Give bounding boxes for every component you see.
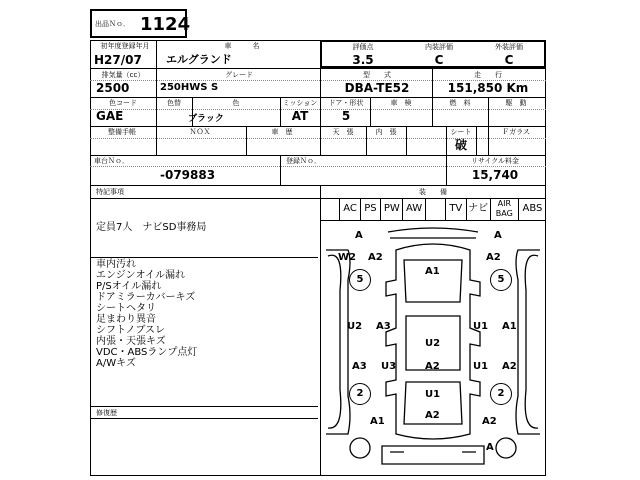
name-value: エルグランド	[166, 53, 232, 66]
color-code-label: 色コード	[109, 99, 137, 107]
displacement-label: 排気量（cc）	[101, 71, 145, 79]
model-label: 型 式	[363, 71, 391, 79]
note-item: 内張・天張キズ	[96, 336, 166, 347]
note-item: P/Sオイル漏れ	[96, 281, 162, 292]
mark-a2-fl: A2	[368, 252, 383, 263]
equip-ps: PS	[361, 198, 381, 220]
mark-front-right: A	[494, 230, 502, 241]
exterior-label: 外装評価	[495, 43, 523, 51]
equip-tv: TV	[446, 198, 466, 220]
score-value: 3.5	[352, 53, 374, 67]
note-item: A/Wキズ	[96, 358, 136, 369]
mark-a2-fr: A2	[486, 252, 501, 263]
interior-lining-label: 内 張	[375, 128, 397, 136]
mark-a3-left: A3	[376, 321, 391, 332]
glass-label: Ｆガラス	[502, 128, 530, 136]
grade-label: グレード	[225, 71, 253, 79]
mark-u1-center: U1	[425, 389, 441, 400]
note-item: シートヘタリ	[96, 303, 156, 314]
mission-label: ミッション	[282, 99, 318, 107]
year-value: H27/07	[94, 53, 142, 67]
interior-label: 内装評価	[425, 43, 453, 51]
mark-a-bottom: A	[486, 442, 494, 453]
equip-abs: ABS	[522, 203, 543, 214]
mark-a3-rear-left: A3	[352, 361, 367, 372]
equip-empty	[426, 198, 446, 220]
registration-label: 登録Ｎｏ．	[286, 157, 321, 165]
mark-a2-rear-corner: A2	[482, 416, 497, 427]
sheet-value: 破	[454, 138, 467, 152]
score-box	[320, 40, 546, 68]
mark-u2-left: U2	[347, 321, 363, 332]
note-item: VDC・ABSランプ点灯	[96, 347, 198, 358]
equipment-label: 装 備	[419, 188, 447, 196]
nox-label: ＮＯＸ	[189, 128, 211, 136]
recycle-value: 15,740	[471, 168, 519, 182]
special-label: 特記事項	[96, 188, 124, 196]
color-label: 色	[232, 99, 240, 107]
equip-aw: AW	[403, 198, 425, 220]
doors-value: 5	[341, 109, 351, 123]
model-value: DBA-TE52	[344, 81, 410, 95]
exterior-value: C	[504, 53, 514, 67]
equipment-spacer	[320, 198, 340, 220]
note-item: ドアミラーカバーキズ	[96, 292, 196, 303]
color-change-label: 色替	[167, 99, 181, 107]
name-label: 車 名	[224, 42, 260, 50]
color-value: ブラック	[188, 114, 224, 124]
drive-label: 駆 動	[505, 99, 527, 107]
notes-list	[96, 259, 316, 369]
fuel-label: 燃 料	[449, 99, 471, 107]
mark-u1-rear-right: U1	[473, 361, 489, 372]
history-label: 車 歴	[271, 128, 293, 136]
year-label: 初年度登録年月	[100, 42, 150, 50]
mark-w2: W2	[338, 252, 356, 263]
interior-value: C	[434, 53, 444, 67]
mileage-label: 走 行	[474, 71, 502, 79]
lot-number: 1124	[140, 14, 191, 35]
tire-front-right: 5	[490, 269, 512, 291]
grade-value: 250HWS S	[160, 82, 219, 93]
doors-label: ドア・形状	[328, 99, 364, 107]
equip-ac: AC	[340, 198, 360, 220]
note-item: エンジンオイル漏れ	[96, 270, 185, 281]
manual-label: 整備手帳	[108, 128, 136, 136]
mark-u1-right: U1	[473, 321, 489, 332]
tire-rear-right: 2	[490, 383, 512, 405]
mark-a1-hood: A1	[425, 266, 440, 277]
equip-navi: ナビ	[467, 198, 491, 220]
mark-a2-center: A2	[425, 361, 440, 372]
recycle-label: リサイクル料金	[470, 157, 520, 165]
equipment-row	[320, 198, 546, 220]
sheet-label: シート	[450, 128, 472, 136]
mark-a1-rear: A1	[370, 416, 385, 427]
note-top: 定員7人 ナビSD事務局	[96, 222, 207, 233]
score-label: 評価点	[352, 43, 374, 51]
note-item: シフトノブスレ	[96, 325, 165, 336]
chassis-value: -079883	[160, 168, 216, 182]
equip-pw: PW	[381, 198, 403, 220]
color-code-value: GAE	[96, 109, 124, 123]
note-item: 足まわり異音	[96, 314, 156, 325]
repair-label: 修復歴	[96, 409, 117, 417]
displacement-value: 2500	[96, 81, 130, 95]
mark-u3-rear-left: U3	[381, 361, 397, 372]
mission-value: AT	[291, 109, 309, 123]
mark-a2-rear-right: A2	[502, 361, 517, 372]
inspection-label: 車 検	[390, 99, 412, 107]
equip-airbag: AIR BAG	[491, 198, 519, 220]
tire-front-left: 5	[349, 269, 371, 291]
roof-label: 天 張	[332, 128, 354, 136]
tire-rear-left: 2	[349, 383, 371, 405]
mileage-value: 151,850 Km	[447, 81, 529, 95]
note-item: 車内汚れ	[96, 259, 136, 270]
lot-label: 出品Ｎｏ．	[95, 20, 130, 28]
chassis-label: 車台Ｎｏ．	[94, 157, 129, 165]
mark-a2-rear: A2	[425, 410, 440, 421]
lot-number-box	[90, 9, 191, 38]
mark-u2-roof: U2	[425, 338, 441, 349]
mark-a1-right: A1	[502, 321, 517, 332]
mark-front-left: A	[355, 230, 363, 241]
